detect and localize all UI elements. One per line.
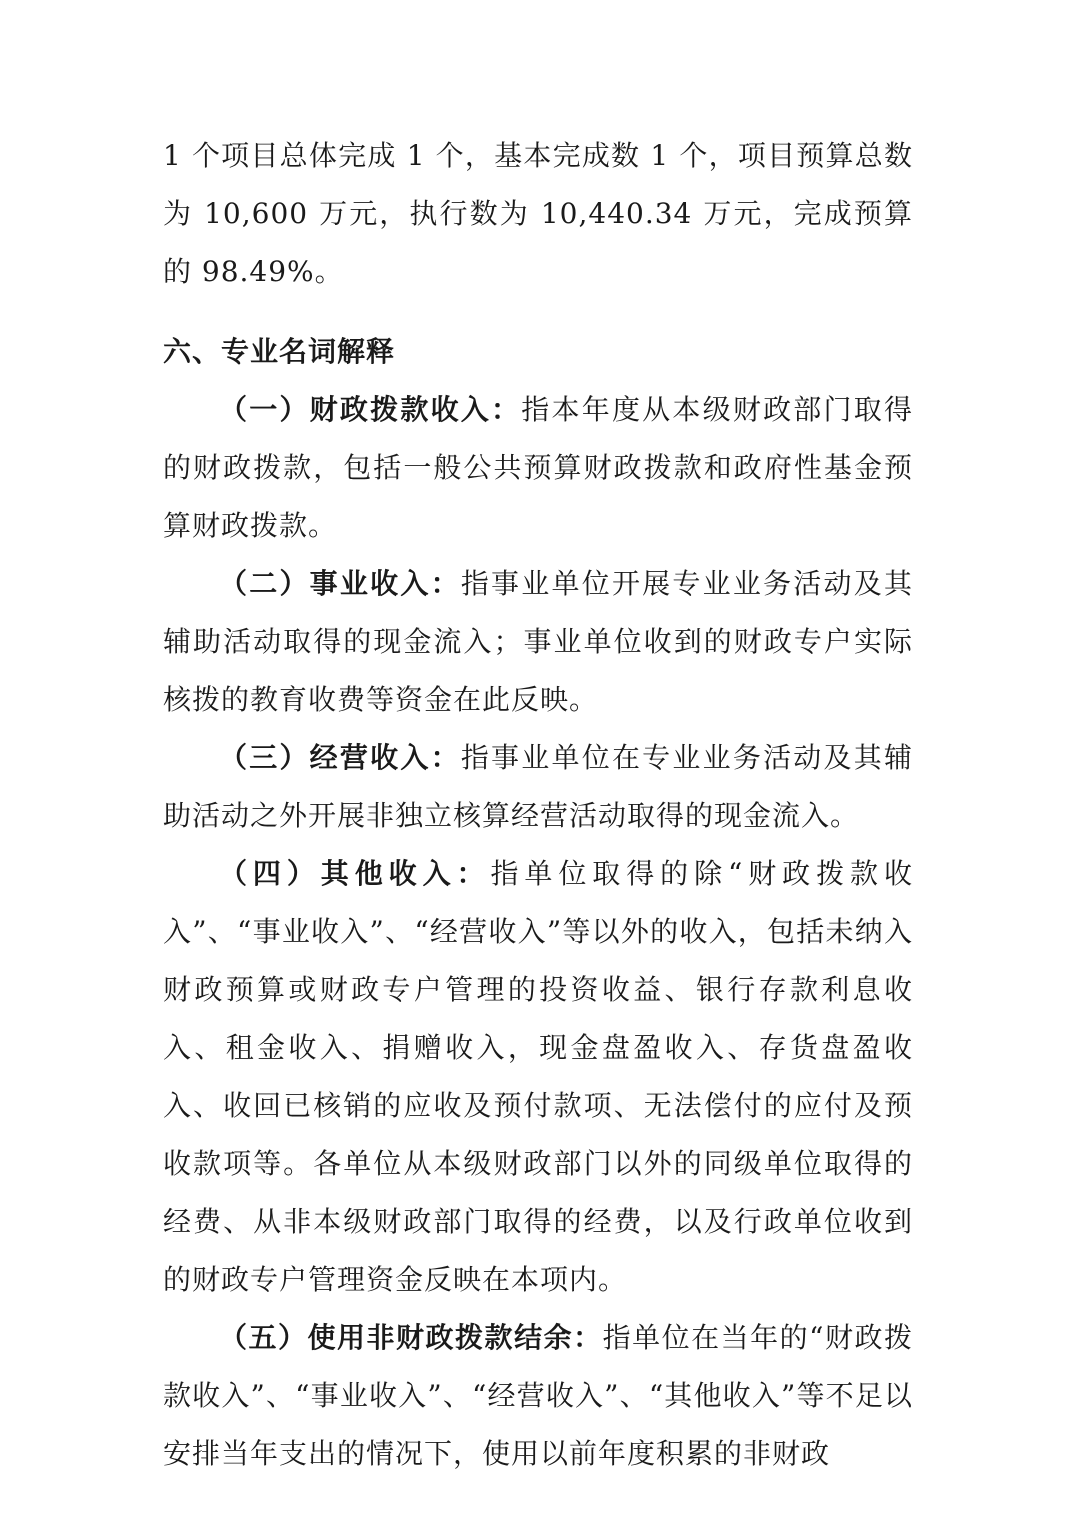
term-paragraph-5 <box>163 1309 913 1483</box>
term-label-3: （三）经营收入： <box>219 741 461 774</box>
document-page <box>163 127 913 1483</box>
term-body-2: 指事业单位开展专业业务活动及其辅助活动取得的现金流入；事业单位收到的财政专户实际核拨的教育收费等资金在此反映。 <box>163 567 913 716</box>
intro-paragraph: 1 个项目总体完成 1 个，基本完成数 1 个，项目预算总数为 10,600 万元，执行数为 10,440.34 万元，完成预算的 98.49%。 <box>163 139 913 288</box>
term-body-4: 指单位取得的除“财政拨款收入”、“事业收入”、“经营收入”等以外的收入，包括未纳入财政预算或财政专户管理的投资收益、银行存款利息收入、租金收入、捐赠收入，现金盘盈收入、存货盘盈收入、收回已核销的应收及预付款项、无法偿付的应付及预收款项等。各单位从本级财政部门以外的同级单位取得的经费、从非本级财政部门取得的经费，以及行政单位收到的财政专户管理资金反映在本项内。 <box>163 857 913 1296</box>
term-label-1: （一）财政拨款收入： <box>219 393 522 426</box>
term-body-1: 指本年度从本级财政部门取得的财政拨款，包括一般公共预算财政拨款和政府性基金预算财政拨款。 <box>163 393 913 542</box>
term-label-4: （四）其他收入： <box>219 857 491 890</box>
term-paragraph-2 <box>163 555 913 729</box>
term-paragraph-3 <box>163 729 913 845</box>
term-label-2: （二）事业收入： <box>219 567 461 600</box>
term-paragraph-1 <box>163 381 913 555</box>
term-label-5: （五）使用非财政拨款结余： <box>219 1321 603 1354</box>
term-body-5: 指单位在当年的“财政拨款收入”、“事业收入”、“经营收入”、“其他收入”等不足以安排当年支出的情况下，使用以前年度积累的非财政 <box>163 1321 913 1470</box>
term-body-3: 指事业单位在专业业务活动及其辅助活动之外开展非独立核算经营活动取得的现金流入。 <box>163 741 913 832</box>
term-paragraph-4 <box>163 845 913 1309</box>
section-title: 六、专业名词解释 <box>163 335 396 368</box>
